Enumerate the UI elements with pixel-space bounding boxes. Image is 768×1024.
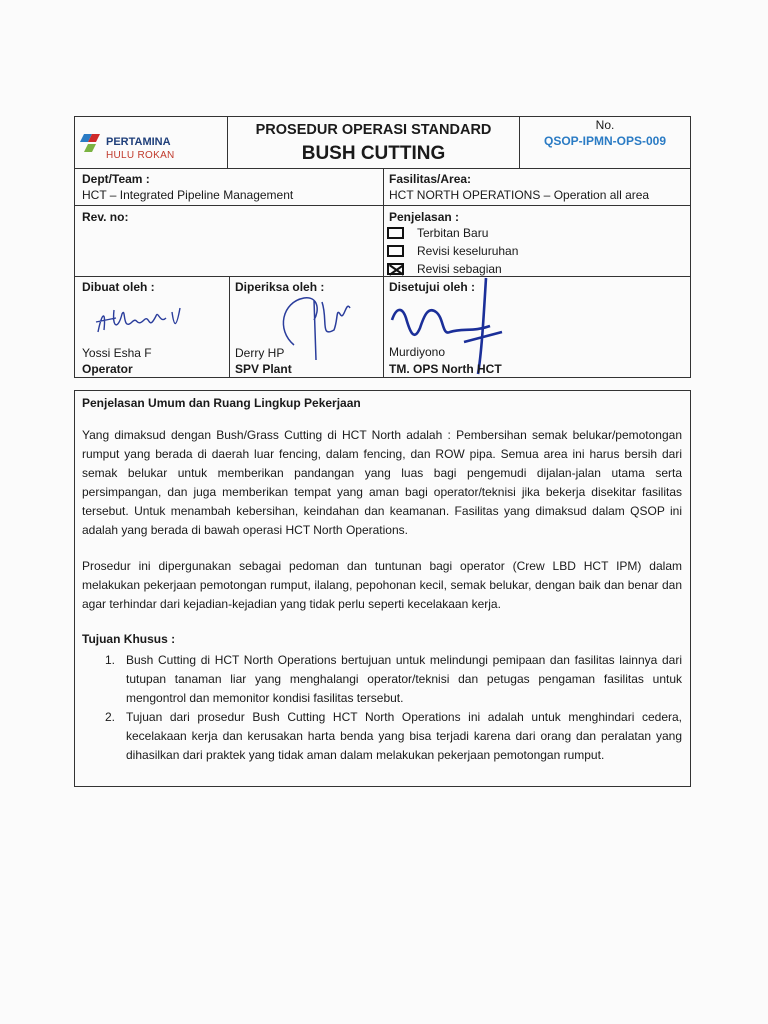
logo-name: PERTAMINA: [106, 136, 171, 148]
checked-by-name: Derry HP: [235, 346, 285, 360]
goals-list: [100, 651, 682, 765]
option-terbitan-baru: [387, 224, 518, 242]
dept-value: HCT – Integrated Pipeline Management: [82, 188, 294, 202]
rev-label: Rev. no:: [82, 210, 129, 224]
goals-title: Tujuan Khusus :: [82, 632, 176, 646]
approved-by-name: Murdiyono: [389, 345, 446, 359]
option-label: Revisi sebagian: [417, 262, 502, 276]
pertamina-logo: [80, 128, 210, 164]
option-revisi-keseluruhan: [387, 242, 518, 260]
facility-label: Fasilitas/Area:: [389, 172, 472, 186]
list-item: [100, 708, 682, 765]
list-text: Bush Cutting di HCT North Operations bertujuan untuk melindungi pemipaan dan fasilitas lainnya dari tutupan tanaman liar yang menghalangi operator/teknisi dan petugas pengaman fasilitas untuk mengontrol dan memonitor kondisi fasilitas tersebut.: [126, 653, 682, 705]
list-number: 1.: [105, 653, 116, 667]
pertamina-logo-icon: [80, 132, 102, 156]
logo-sub: HULU ROKAN: [106, 150, 175, 161]
option-label: Revisi keseluruhan: [417, 244, 519, 258]
made-by-label: Dibuat oleh :: [82, 280, 155, 294]
option-label: Terbitan Baru: [417, 226, 489, 240]
info-vline-main: [383, 168, 384, 378]
dept-label: Dept/Team :: [82, 172, 150, 186]
checked-by-label: Diperiksa oleh :: [235, 280, 325, 294]
approved-by-position: TM. OPS North HCT: [389, 362, 502, 376]
doc-type: PROSEDUR OPERASI STANDARD: [255, 122, 492, 138]
section-title: Penjelasan Umum dan Ruang Lingkup Pekerjaan: [82, 396, 361, 410]
signature-derry: [274, 290, 364, 365]
facility-value: HCT NORTH OPERATIONS – Operation all area: [389, 188, 650, 202]
purpose-paragraph: Prosedur ini dipergunakan sebagai pedoman dan tuntunan bagi operator (Crew LBD HCT IPM) dalam melakukan pekerjaan pemotongan rumput, ilalang, pepohonan kecil, semak belukar, dengan baik dan benar dan agar terhindar dari kejadian-kejadian yang tidak perlu seperti kecelakaan kerja.: [82, 559, 682, 611]
list-text: Tujuan dari prosedur Bush Cutting HCT North Operations ini adalah untuk menghindari cedera, kecelakaan kerja dan kerusakan harta benda yang bisa terjadi karena dari orang dan peralatan yang dihasilkan dari praktek yang tidak aman dalam melakukan pekerjaan pemotongan rumput.: [126, 710, 682, 762]
checkbox-icon: [387, 227, 404, 239]
no-value: QSOP-IPMN-OPS-009: [543, 134, 667, 148]
signature-yossi: [92, 302, 202, 342]
list-item: [100, 651, 682, 708]
doc-title: BUSH CUTTING: [301, 143, 446, 164]
info-vline-sig: [229, 276, 230, 378]
approved-by-label: Disetujui oleh :: [389, 280, 476, 294]
checkbox-icon: [387, 245, 404, 257]
made-by-name: Yossi Esha F: [82, 346, 152, 360]
list-number: 2.: [105, 710, 116, 724]
made-by-position: Operator: [82, 362, 133, 376]
explain-label: Penjelasan :: [389, 210, 460, 224]
no-label: No.: [595, 118, 615, 132]
intro-paragraph: Yang dimaksud dengan Bush/Grass Cutting di HCT North adalah : Pembersihan semak belukar/pemotongan rumput yang berada di daerah luar fencing, dalam fencing, dan ROW pipa. Semua area ini harus bersih dari semak belukar untuk memberikan pandangan yang luas bagi pengemudi dijalan-jalan utama serta persimpangan, dan juga memberikan tempat yang aman bagi operator/teknisi jika bekerja disekitar fasilitas tersebut. Untuk menambah kebersihan, keindahan dan keamanan. Fasilitas yang dimaksud dalam QSOP ini adalah yang berada di bawah operasi HCT North Operations.: [82, 428, 682, 537]
checked-by-position: SPV Plant: [235, 362, 292, 376]
